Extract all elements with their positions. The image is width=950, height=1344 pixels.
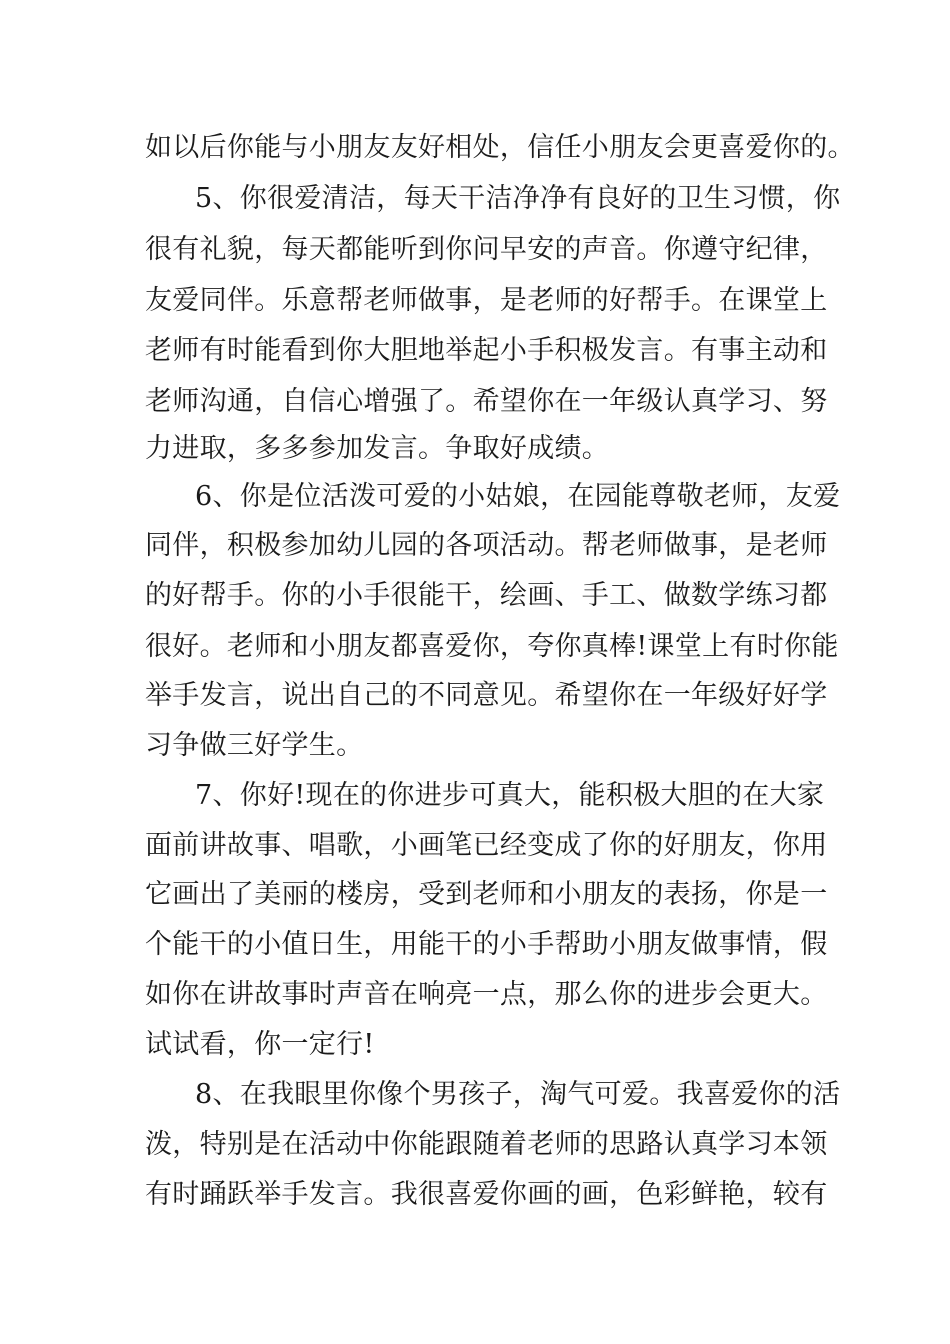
text-line: 它画出了美丽的楼房，受到老师和小朋友的表扬，你是一	[145, 879, 828, 910]
text-line: 友爱同伴。乐意帮老师做事，是老师的好帮手。在课堂上	[145, 285, 828, 316]
text-line: 有时踊跃举手发言。我很喜爱你画的画，色彩鲜艳，较有	[145, 1179, 828, 1210]
paragraph-5-first-line: 5、你很爱清洁，每天干洁净净有良好的卫生习惯，你	[195, 183, 841, 214]
text-line: 举手发言，说出自己的不同意见。希望你在一年级好好学	[145, 680, 828, 711]
text-line: 力进取，多多参加发言。争取好成绩。	[145, 433, 610, 464]
text-line: 的好帮手。你的小手很能干，绘画、手工、做数学练习都	[145, 580, 828, 611]
text-line: 同伴，积极参加幼儿园的各项活动。帮老师做事，是老师	[145, 530, 828, 561]
text-line: 老师有时能看到你大胆地举起小手积极发言。有事主动和	[145, 335, 828, 366]
paragraph-7-first-line: 7、你好!现在的你进步可真大，能积极大胆的在大家	[195, 780, 825, 811]
text-line: 泼，特别是在活动中你能跟随着老师的思路认真学习本领	[145, 1129, 828, 1160]
paragraph-6-first-line: 6、你是位活泼可爱的小姑娘，在园能尊敬老师，友爱	[195, 481, 841, 512]
paragraph-8-first-line: 8、在我眼里你像个男孩子，淘气可爱。我喜爱你的活	[195, 1079, 841, 1110]
text-line: 如以后你能与小朋友友好相处，信任小朋友会更喜爱你的。	[145, 132, 855, 163]
text-line: 如你在讲故事时声音在响亮一点，那么你的进步会更大。	[145, 979, 828, 1010]
text-line: 个能干的小值日生，用能干的小手帮助小朋友做事情，假	[145, 929, 828, 960]
text-line: 习争做三好学生。	[145, 730, 364, 761]
text-line: 很有礼貌，每天都能听到你问早安的声音。你遵守纪律，	[145, 234, 828, 265]
text-line: 试试看，你一定行!	[145, 1029, 375, 1060]
text-line: 面前讲故事、唱歌，小画笔已经变成了你的好朋友，你用	[145, 830, 828, 861]
text-line: 老师沟通，自信心增强了。希望你在一年级认真学习、努	[145, 386, 828, 417]
text-line: 很好。老师和小朋友都喜爱你，夸你真棒!课堂上有时你能	[145, 631, 839, 662]
